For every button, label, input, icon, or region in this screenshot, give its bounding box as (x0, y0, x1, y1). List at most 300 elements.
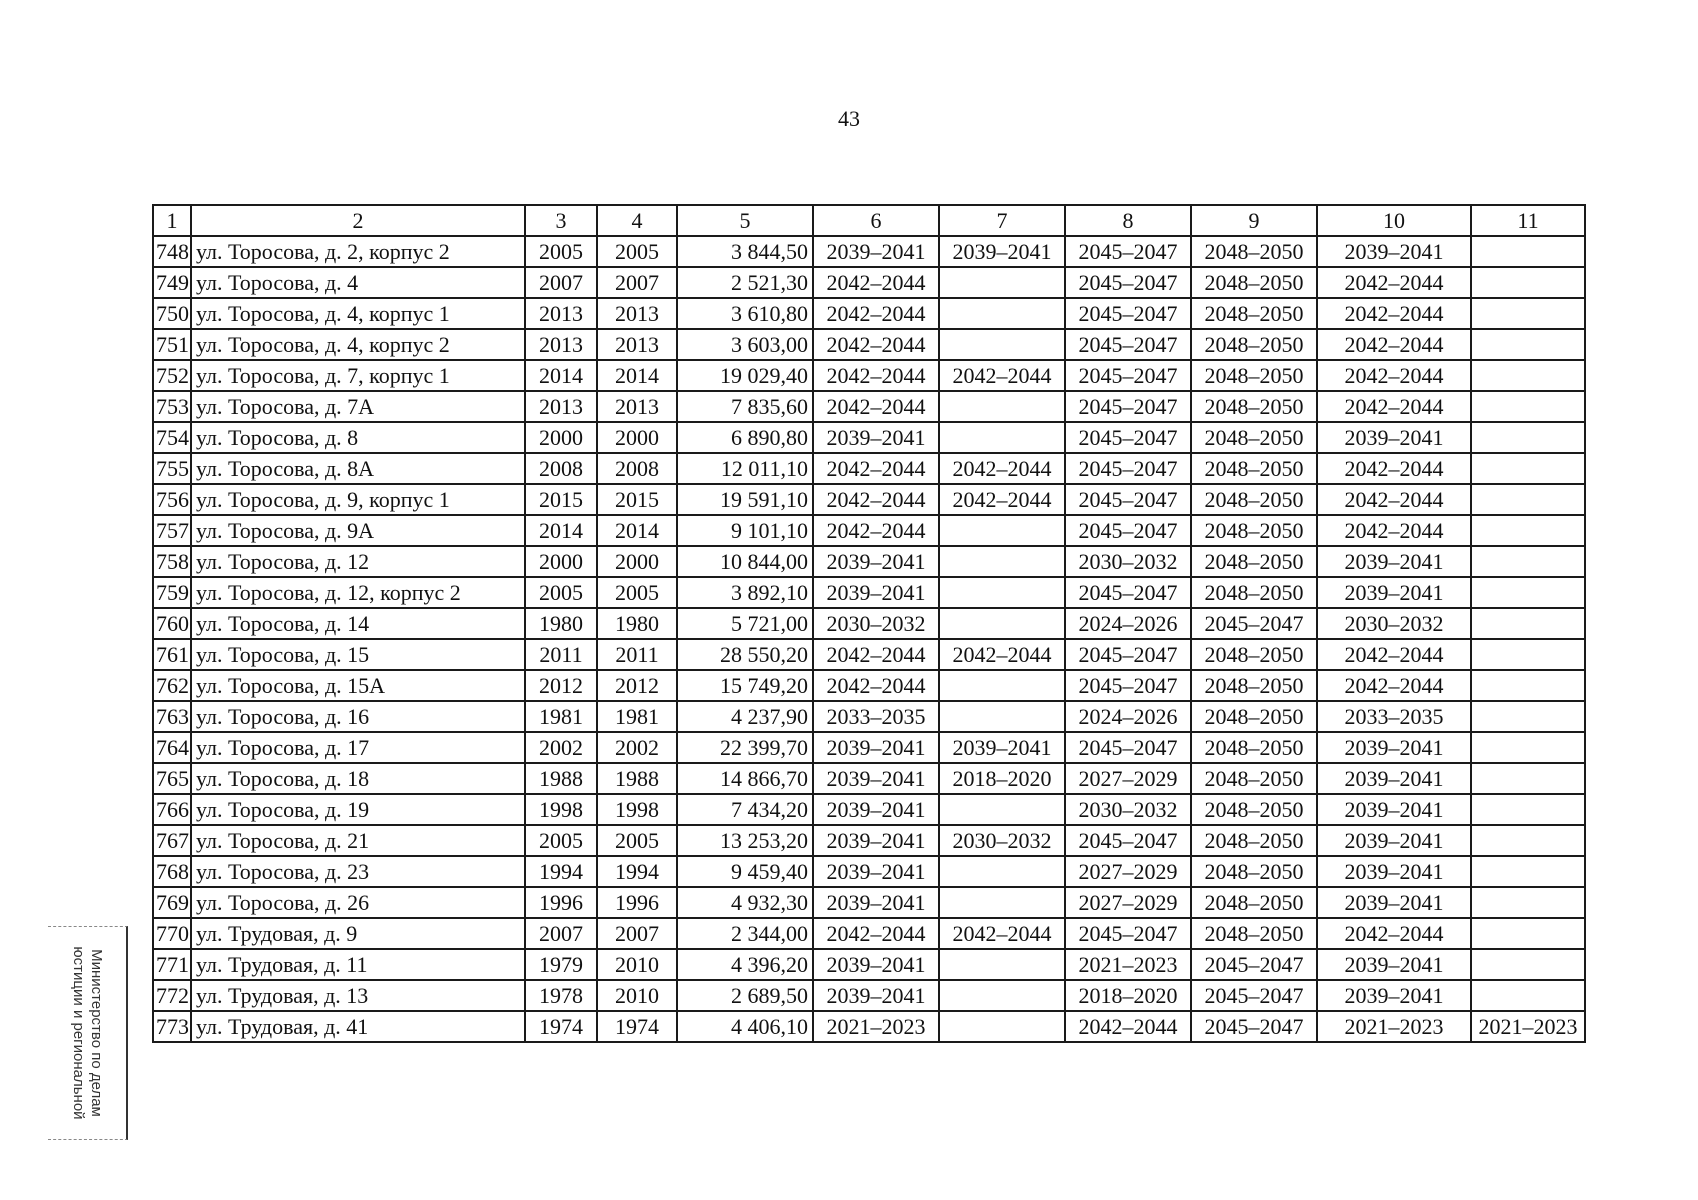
table-row (153, 732, 1585, 763)
cell-period: 2039–2041 (1317, 577, 1471, 608)
cell-year-built: 2011 (525, 639, 597, 670)
cell-period: 2045–2047 (1065, 670, 1191, 701)
cell-period (1471, 577, 1585, 608)
cell-period: 2042–2044 (813, 391, 939, 422)
cell-period: 2018–2020 (1065, 980, 1191, 1011)
cell-period (1471, 639, 1585, 670)
cell-year-built: 2007 (525, 267, 597, 298)
cell-area: 15 749,20 (677, 670, 813, 701)
cell-row-number: 752 (153, 360, 191, 391)
cell-year-built: 2012 (525, 670, 597, 701)
cell-area: 7 835,60 (677, 391, 813, 422)
cell-period (1471, 794, 1585, 825)
cell-period (1471, 267, 1585, 298)
cell-period: 2048–2050 (1191, 546, 1317, 577)
cell-period (939, 577, 1065, 608)
cell-address: ул. Торосова, д. 26 (191, 887, 525, 918)
cell-year-built: 2014 (525, 360, 597, 391)
cell-period: 2045–2047 (1065, 918, 1191, 949)
cell-address: ул. Трудовая, д. 11 (191, 949, 525, 980)
cell-year-built: 2005 (525, 577, 597, 608)
table-row (153, 701, 1585, 732)
cell-period (1471, 670, 1585, 701)
cell-period: 2045–2047 (1065, 732, 1191, 763)
cell-year-built: 1974 (525, 1011, 597, 1042)
cell-year-commissioned: 1998 (597, 794, 677, 825)
cell-year-commissioned: 2015 (597, 484, 677, 515)
cell-row-number: 765 (153, 763, 191, 794)
cell-period: 2042–2044 (813, 484, 939, 515)
cell-row-number: 755 (153, 453, 191, 484)
housing-schedule-table (152, 204, 1586, 1043)
cell-area: 19 591,10 (677, 484, 813, 515)
cell-period: 2045–2047 (1065, 236, 1191, 267)
cell-address: ул. Торосова, д. 12, корпус 2 (191, 577, 525, 608)
cell-period: 2042–2044 (813, 329, 939, 360)
cell-period: 2042–2044 (1317, 484, 1471, 515)
cell-year-commissioned: 2010 (597, 980, 677, 1011)
cell-row-number: 763 (153, 701, 191, 732)
cell-period: 2027–2029 (1065, 887, 1191, 918)
cell-address: ул. Торосова, д. 12 (191, 546, 525, 577)
table-row (153, 608, 1585, 639)
cell-year-commissioned: 2005 (597, 577, 677, 608)
cell-period: 2039–2041 (813, 422, 939, 453)
cell-period: 2045–2047 (1065, 639, 1191, 670)
cell-period (939, 887, 1065, 918)
cell-period: 2039–2041 (1317, 546, 1471, 577)
cell-period: 2039–2041 (813, 887, 939, 918)
column-header: 7 (939, 205, 1065, 236)
table-row (153, 329, 1585, 360)
cell-period: 2045–2047 (1065, 298, 1191, 329)
cell-year-commissioned: 2000 (597, 422, 677, 453)
cell-year-built: 1988 (525, 763, 597, 794)
cell-period (1471, 949, 1585, 980)
cell-area: 9 101,10 (677, 515, 813, 546)
cell-period: 2048–2050 (1191, 794, 1317, 825)
cell-area: 6 890,80 (677, 422, 813, 453)
table-row (153, 391, 1585, 422)
cell-period: 2048–2050 (1191, 918, 1317, 949)
cell-period (939, 422, 1065, 453)
table-row (153, 918, 1585, 949)
cell-period: 2045–2047 (1065, 422, 1191, 453)
column-header: 9 (1191, 205, 1317, 236)
cell-address: ул. Торосова, д. 23 (191, 856, 525, 887)
cell-row-number: 757 (153, 515, 191, 546)
cell-period: 2033–2035 (1317, 701, 1471, 732)
cell-period: 2042–2044 (813, 453, 939, 484)
cell-area: 5 721,00 (677, 608, 813, 639)
cell-period: 2039–2041 (1317, 825, 1471, 856)
cell-row-number: 762 (153, 670, 191, 701)
cell-period (1471, 298, 1585, 329)
cell-row-number: 750 (153, 298, 191, 329)
cell-period: 2039–2041 (1317, 980, 1471, 1011)
cell-period: 2045–2047 (1065, 825, 1191, 856)
cell-year-built: 2000 (525, 546, 597, 577)
cell-area: 3 892,10 (677, 577, 813, 608)
cell-period: 2039–2041 (1317, 856, 1471, 887)
cell-period: 2042–2044 (1317, 360, 1471, 391)
cell-year-built: 2000 (525, 422, 597, 453)
cell-area: 4 932,30 (677, 887, 813, 918)
cell-address: ул. Торосова, д. 4, корпус 2 (191, 329, 525, 360)
cell-period: 2039–2041 (1317, 763, 1471, 794)
cell-row-number: 748 (153, 236, 191, 267)
cell-period: 2042–2044 (813, 670, 939, 701)
header-row (153, 205, 1585, 236)
cell-area: 2 344,00 (677, 918, 813, 949)
cell-period (939, 298, 1065, 329)
cell-period: 2042–2044 (1317, 453, 1471, 484)
cell-address: ул. Торосова, д. 14 (191, 608, 525, 639)
cell-year-commissioned: 2008 (597, 453, 677, 484)
cell-period: 2045–2047 (1065, 360, 1191, 391)
cell-period: 2039–2041 (813, 856, 939, 887)
cell-period: 2042–2044 (1317, 918, 1471, 949)
cell-period (939, 546, 1065, 577)
cell-area: 2 689,50 (677, 980, 813, 1011)
cell-period: 2048–2050 (1191, 825, 1317, 856)
cell-period (1471, 453, 1585, 484)
cell-area: 7 434,20 (677, 794, 813, 825)
cell-year-built: 2008 (525, 453, 597, 484)
cell-year-commissioned: 2013 (597, 329, 677, 360)
cell-area: 9 459,40 (677, 856, 813, 887)
cell-period (939, 1011, 1065, 1042)
cell-row-number: 767 (153, 825, 191, 856)
cell-period (1471, 422, 1585, 453)
cell-period: 2048–2050 (1191, 515, 1317, 546)
cell-period: 2045–2047 (1065, 267, 1191, 298)
cell-period (939, 329, 1065, 360)
cell-row-number: 768 (153, 856, 191, 887)
cell-year-commissioned: 1994 (597, 856, 677, 887)
cell-period: 2048–2050 (1191, 484, 1317, 515)
cell-period: 2039–2041 (813, 546, 939, 577)
cell-period (939, 980, 1065, 1011)
cell-period (1471, 887, 1585, 918)
cell-period: 2048–2050 (1191, 670, 1317, 701)
cell-year-commissioned: 2013 (597, 298, 677, 329)
column-header: 5 (677, 205, 813, 236)
cell-period: 2042–2044 (1317, 670, 1471, 701)
cell-year-built: 2013 (525, 329, 597, 360)
table-row (153, 577, 1585, 608)
table-row (153, 546, 1585, 577)
cell-period: 2042–2044 (1065, 1011, 1191, 1042)
cell-period: 2048–2050 (1191, 329, 1317, 360)
cell-period (939, 267, 1065, 298)
cell-area: 13 253,20 (677, 825, 813, 856)
stamp-text (69, 933, 105, 1133)
cell-period: 2045–2047 (1065, 391, 1191, 422)
cell-row-number: 754 (153, 422, 191, 453)
table-row (153, 267, 1585, 298)
table-row (153, 453, 1585, 484)
cell-address: ул. Торосова, д. 21 (191, 825, 525, 856)
cell-row-number: 766 (153, 794, 191, 825)
cell-period: 2045–2047 (1191, 608, 1317, 639)
table-row (153, 794, 1585, 825)
table-row (153, 949, 1585, 980)
cell-year-commissioned: 2002 (597, 732, 677, 763)
cell-address: ул. Торосова, д. 15А (191, 670, 525, 701)
cell-address: ул. Торосова, д. 16 (191, 701, 525, 732)
table-row (153, 856, 1585, 887)
cell-period: 2042–2044 (813, 298, 939, 329)
cell-period: 2039–2041 (813, 825, 939, 856)
cell-period (1471, 391, 1585, 422)
cell-address: ул. Торосова, д. 18 (191, 763, 525, 794)
cell-row-number: 756 (153, 484, 191, 515)
cell-period: 2048–2050 (1191, 856, 1317, 887)
cell-period: 2042–2044 (1317, 329, 1471, 360)
cell-period: 2048–2050 (1191, 267, 1317, 298)
cell-row-number: 773 (153, 1011, 191, 1042)
cell-period: 2039–2041 (1317, 794, 1471, 825)
cell-area: 2 521,30 (677, 267, 813, 298)
cell-period: 2048–2050 (1191, 639, 1317, 670)
cell-row-number: 770 (153, 918, 191, 949)
cell-address: ул. Торосова, д. 9, корпус 1 (191, 484, 525, 515)
cell-period: 2045–2047 (1065, 515, 1191, 546)
cell-period: 2042–2044 (1317, 267, 1471, 298)
cell-period: 2048–2050 (1191, 577, 1317, 608)
cell-year-built: 1979 (525, 949, 597, 980)
cell-period: 2042–2044 (813, 918, 939, 949)
cell-year-commissioned: 2014 (597, 515, 677, 546)
cell-period: 2048–2050 (1191, 236, 1317, 267)
cell-period: 2039–2041 (813, 732, 939, 763)
cell-year-commissioned: 2000 (597, 546, 677, 577)
cell-year-built: 2013 (525, 298, 597, 329)
cell-area: 19 029,40 (677, 360, 813, 391)
cell-period: 2033–2035 (813, 701, 939, 732)
cell-area: 3 844,50 (677, 236, 813, 267)
cell-period: 2048–2050 (1191, 887, 1317, 918)
cell-period (939, 949, 1065, 980)
stamp-line: юстиции и региональной (70, 946, 87, 1120)
cell-period (939, 670, 1065, 701)
cell-address: ул. Трудовая, д. 9 (191, 918, 525, 949)
cell-period: 2030–2032 (1065, 794, 1191, 825)
table-row (153, 825, 1585, 856)
column-header: 1 (153, 205, 191, 236)
cell-year-built: 2005 (525, 825, 597, 856)
table-row (153, 515, 1585, 546)
cell-year-built: 2013 (525, 391, 597, 422)
cell-area: 10 844,00 (677, 546, 813, 577)
column-header: 3 (525, 205, 597, 236)
cell-period: 2045–2047 (1191, 1011, 1317, 1042)
column-header: 8 (1065, 205, 1191, 236)
cell-row-number: 758 (153, 546, 191, 577)
cell-period (1471, 701, 1585, 732)
cell-period: 2039–2041 (813, 949, 939, 980)
cell-period: 2045–2047 (1065, 577, 1191, 608)
cell-period: 2042–2044 (1317, 639, 1471, 670)
cell-row-number: 761 (153, 639, 191, 670)
cell-period: 2030–2032 (1065, 546, 1191, 577)
cell-period: 2042–2044 (939, 484, 1065, 515)
cell-period: 2024–2026 (1065, 608, 1191, 639)
cell-year-commissioned: 2014 (597, 360, 677, 391)
cell-period (939, 794, 1065, 825)
cell-period (939, 608, 1065, 639)
cell-row-number: 771 (153, 949, 191, 980)
cell-year-commissioned: 1981 (597, 701, 677, 732)
cell-year-built: 2014 (525, 515, 597, 546)
cell-row-number: 749 (153, 267, 191, 298)
cell-area: 3 610,80 (677, 298, 813, 329)
cell-year-built: 1980 (525, 608, 597, 639)
cell-address: ул. Трудовая, д. 13 (191, 980, 525, 1011)
cell-year-built: 2007 (525, 918, 597, 949)
cell-year-commissioned: 2013 (597, 391, 677, 422)
cell-period: 2021–2023 (1317, 1011, 1471, 1042)
cell-address: ул. Торосова, д. 9А (191, 515, 525, 546)
cell-period: 2048–2050 (1191, 453, 1317, 484)
cell-address: ул. Торосова, д. 17 (191, 732, 525, 763)
cell-period: 2030–2032 (939, 825, 1065, 856)
cell-row-number: 764 (153, 732, 191, 763)
cell-address: ул. Торосова, д. 19 (191, 794, 525, 825)
cell-period (1471, 329, 1585, 360)
cell-period: 2045–2047 (1191, 949, 1317, 980)
cell-area: 4 237,90 (677, 701, 813, 732)
table-row (153, 639, 1585, 670)
cell-period: 2039–2041 (939, 732, 1065, 763)
cell-area: 22 399,70 (677, 732, 813, 763)
column-header: 10 (1317, 205, 1471, 236)
table-body (153, 236, 1585, 1042)
cell-year-built: 1981 (525, 701, 597, 732)
cell-period: 2042–2044 (1317, 515, 1471, 546)
cell-period: 2045–2047 (1065, 453, 1191, 484)
cell-year-commissioned: 2005 (597, 825, 677, 856)
cell-address: ул. Торосова, д. 15 (191, 639, 525, 670)
cell-year-commissioned: 1980 (597, 608, 677, 639)
cell-address: ул. Торосова, д. 4, корпус 1 (191, 298, 525, 329)
cell-row-number: 772 (153, 980, 191, 1011)
column-header: 4 (597, 205, 677, 236)
cell-period: 2048–2050 (1191, 763, 1317, 794)
cell-period: 2021–2023 (1471, 1011, 1585, 1042)
cell-period: 2048–2050 (1191, 298, 1317, 329)
cell-row-number: 753 (153, 391, 191, 422)
cell-year-commissioned: 2011 (597, 639, 677, 670)
cell-address: ул. Торосова, д. 2, корпус 2 (191, 236, 525, 267)
cell-address: ул. Торосова, д. 7, корпус 1 (191, 360, 525, 391)
cell-period: 2021–2023 (813, 1011, 939, 1042)
column-header: 2 (191, 205, 525, 236)
cell-period (1471, 918, 1585, 949)
cell-period (1471, 484, 1585, 515)
cell-year-commissioned: 1996 (597, 887, 677, 918)
cell-period (1471, 546, 1585, 577)
cell-period: 2042–2044 (813, 515, 939, 546)
cell-period: 2048–2050 (1191, 391, 1317, 422)
table-row (153, 1011, 1585, 1042)
table-row (153, 980, 1585, 1011)
cell-period: 2039–2041 (1317, 887, 1471, 918)
cell-period: 2039–2041 (813, 794, 939, 825)
cell-period: 2039–2041 (1317, 236, 1471, 267)
cell-period: 2039–2041 (813, 763, 939, 794)
ministry-stamp (48, 926, 128, 1140)
cell-year-built: 1994 (525, 856, 597, 887)
page-number: 43 (838, 106, 860, 131)
cell-area: 14 866,70 (677, 763, 813, 794)
cell-period: 2045–2047 (1065, 329, 1191, 360)
cell-period: 2045–2047 (1191, 980, 1317, 1011)
cell-period (939, 856, 1065, 887)
cell-address: ул. Торосова, д. 7А (191, 391, 525, 422)
cell-period: 2048–2050 (1191, 701, 1317, 732)
table-row (153, 887, 1585, 918)
cell-year-commissioned: 2007 (597, 267, 677, 298)
cell-period: 2027–2029 (1065, 763, 1191, 794)
cell-year-built: 2002 (525, 732, 597, 763)
cell-row-number: 759 (153, 577, 191, 608)
cell-period: 2042–2044 (1317, 391, 1471, 422)
cell-period (1471, 856, 1585, 887)
cell-period: 2042–2044 (939, 918, 1065, 949)
cell-period: 2030–2032 (1317, 608, 1471, 639)
cell-period (1471, 732, 1585, 763)
cell-period: 2039–2041 (939, 236, 1065, 267)
cell-period: 2048–2050 (1191, 360, 1317, 391)
cell-period (1471, 825, 1585, 856)
cell-period: 2042–2044 (813, 360, 939, 391)
cell-year-commissioned: 1974 (597, 1011, 677, 1042)
cell-year-built: 1998 (525, 794, 597, 825)
cell-period (939, 391, 1065, 422)
table-row (153, 422, 1585, 453)
table-row (153, 360, 1585, 391)
cell-period (939, 515, 1065, 546)
table-row (153, 484, 1585, 515)
cell-row-number: 751 (153, 329, 191, 360)
cell-period: 2048–2050 (1191, 732, 1317, 763)
cell-period (1471, 608, 1585, 639)
column-header: 6 (813, 205, 939, 236)
cell-period: 2045–2047 (1065, 484, 1191, 515)
cell-area: 3 603,00 (677, 329, 813, 360)
cell-period: 2030–2032 (813, 608, 939, 639)
cell-period: 2039–2041 (1317, 422, 1471, 453)
table-row (153, 670, 1585, 701)
cell-period: 2039–2041 (1317, 732, 1471, 763)
cell-year-built: 1978 (525, 980, 597, 1011)
table-row (153, 298, 1585, 329)
cell-period (1471, 360, 1585, 391)
cell-year-commissioned: 1988 (597, 763, 677, 794)
cell-area: 4 396,20 (677, 949, 813, 980)
stamp-line: Министерство по делам (88, 949, 105, 1117)
cell-address: ул. Торосова, д. 4 (191, 267, 525, 298)
cell-period: 2039–2041 (813, 577, 939, 608)
cell-year-commissioned: 2005 (597, 236, 677, 267)
cell-period: 2021–2023 (1065, 949, 1191, 980)
cell-year-built: 2005 (525, 236, 597, 267)
cell-period: 2042–2044 (813, 267, 939, 298)
cell-period: 2039–2041 (1317, 949, 1471, 980)
cell-period: 2042–2044 (1317, 298, 1471, 329)
